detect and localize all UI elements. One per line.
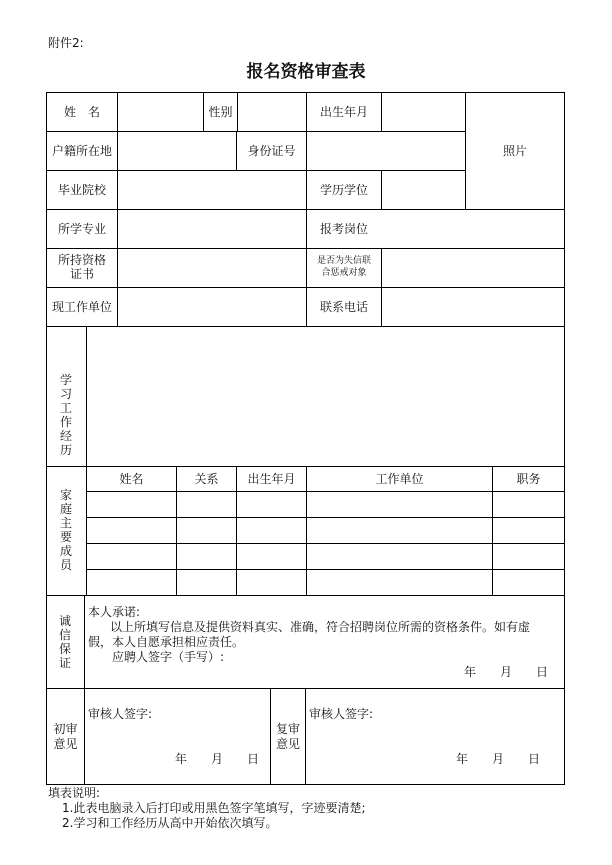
label-photo: 照片 [502, 144, 527, 158]
label-honesty-guarantee: 诚信保证 [58, 614, 71, 670]
label-degree: 学历学位 [319, 183, 368, 197]
label-initial-review-line1: 初审 [53, 722, 78, 736]
family-header-name: 姓名 [119, 472, 144, 486]
attachment-label: 附件2: [48, 36, 84, 50]
pledge-signature-label: 应聘人签字（手写）: [112, 650, 225, 664]
label-gender: 性别 [208, 105, 233, 119]
label-cert-line2: 证书 [69, 267, 94, 281]
label-school: 毕业院校 [57, 183, 106, 197]
label-recheck-line1: 复审 [275, 722, 300, 736]
label-workplace: 现工作单位 [51, 300, 112, 314]
recheck-reviewer-signature: 审核人签字: [309, 707, 374, 721]
label-study-experience: 学习工作经历 [59, 373, 72, 457]
notes-item-1: 1.此表电脑录入后打印或用黑色签字笔填写，字迹要清楚; [62, 801, 366, 815]
family-header-work-unit: 工作单位 [375, 472, 424, 486]
label-recheck-line2: 意见 [275, 737, 300, 751]
recheck-date: 年 月 日 [456, 752, 541, 766]
label-credit-line2: 合惩戒对象 [321, 268, 367, 278]
label-major: 所学专业 [57, 222, 106, 236]
pledge-line1: 以上所填写信息及提供资料真实、准确，符合招聘岗位所需的资格条件。如有虚 [110, 620, 531, 634]
label-phone: 联系电话 [319, 300, 368, 314]
family-header-birth: 出生年月 [247, 472, 296, 486]
family-header-relation: 关系 [194, 472, 219, 486]
label-birth: 出生年月 [319, 105, 368, 119]
label-id-number: 身份证号 [247, 144, 296, 158]
label-name: 姓 名 [63, 105, 100, 119]
label-hukou: 户籍所在地 [51, 144, 112, 158]
initial-reviewer-signature: 审核人签字: [88, 707, 153, 721]
pledge-line2: 假，本人自愿承担相应责任。 [88, 635, 245, 649]
label-family-members: 家庭主要成员 [59, 488, 72, 572]
page-title: 报名资格审查表 [246, 62, 366, 82]
label-initial-review-line2: 意见 [53, 737, 78, 751]
label-position: 报考岗位 [319, 222, 368, 236]
notes-heading: 填表说明: [48, 786, 101, 800]
initial-review-date: 年 月 日 [175, 752, 260, 766]
pledge-date: 年 月 日 [464, 665, 549, 679]
family-header-duty: 职务 [516, 472, 541, 486]
pledge-title: 本人承诺: [88, 605, 141, 619]
label-cert-line1: 所持资格 [57, 253, 106, 267]
notes-item-2: 2.学习和工作经历从高中开始依次填写。 [62, 816, 278, 830]
label-credit-line1: 是否为失信联 [316, 256, 371, 266]
